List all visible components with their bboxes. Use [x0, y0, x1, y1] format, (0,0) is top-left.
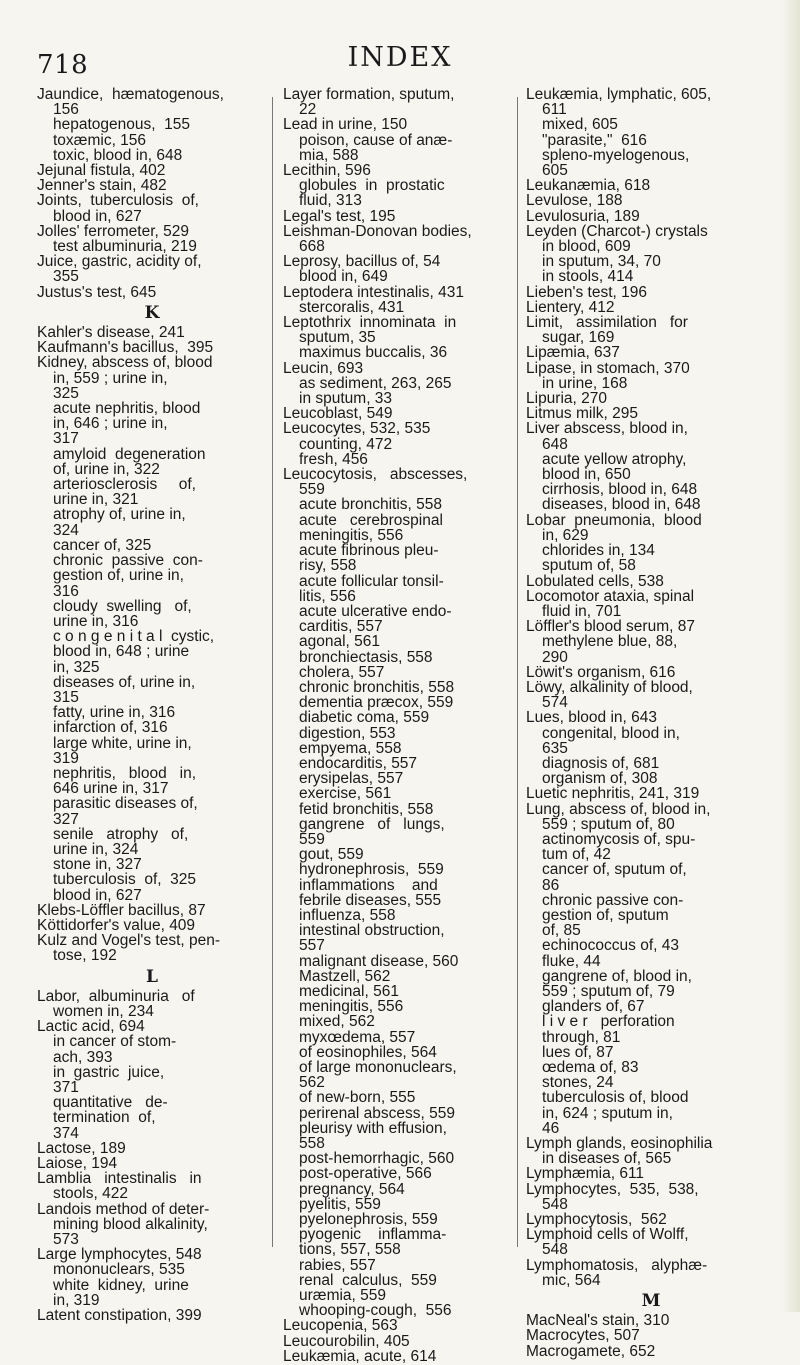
index-entry: Kaufmann's bacillus, 395 — [37, 339, 214, 357]
index-subentry: toxic, blood in, 648 — [53, 146, 183, 164]
index-subentry: nephritis, blood in, — [53, 764, 197, 782]
index-subentry: myxœdema, 557 — [299, 1028, 416, 1046]
index-subentry: in urine, 168 — [542, 374, 628, 392]
index-entry: Laiose, 194 — [37, 1155, 118, 1173]
index-subentry: blood in, 648 ; urine — [53, 643, 190, 661]
index-entry: Leucocytosis, abscesses, — [283, 466, 468, 484]
index-subentry: stercoralis, 431 — [299, 298, 405, 316]
index-subentry: 316 — [53, 582, 79, 600]
index-subentry: blood in, 650 — [542, 466, 631, 484]
index-entry: Landois method of deter- — [37, 1200, 210, 1218]
index-subentry: sugar, 169 — [542, 329, 615, 347]
index-subentry: in cancer of stom- — [53, 1033, 177, 1051]
index-entry: Labor, albuminuria of — [37, 987, 195, 1005]
index-subentry: stones, 24 — [542, 1074, 614, 1092]
index-subentry: in stools, 414 — [542, 268, 634, 286]
index-subentry: in gastric juice, — [53, 1063, 165, 1081]
index-entry: Leyden (Charcot-) crystals — [526, 222, 708, 240]
index-entry: Layer formation, sputum, — [283, 86, 455, 103]
index-subentry: agonal, 561 — [299, 633, 381, 651]
index-subentry: gestion of, sputum — [542, 906, 669, 924]
index-entry: Luetic nephritis, 241, 319 — [526, 785, 700, 803]
column-divider — [272, 97, 273, 1247]
index-subentry: 648 — [542, 435, 568, 453]
index-subentry: congenital, blood in, — [542, 724, 680, 742]
index-subentry: spleno-myelogenous, — [542, 146, 690, 164]
index-subentry: intestinal obstruction, — [299, 922, 445, 940]
index-entry: Löffler's blood serum, 87 — [526, 618, 695, 636]
index-subentry: meningitis, 556 — [299, 998, 404, 1016]
index-subentry: pregnancy, 564 — [299, 1180, 405, 1198]
index-entry: Jejunal fistula, 402 — [37, 162, 166, 180]
index-entry: Lymphæmia, 611 — [526, 1165, 645, 1183]
index-subentry: chronic bronchitis, 558 — [299, 678, 455, 696]
index-subentry: 668 — [299, 238, 325, 256]
index-subentry: perirenal abscess, 559 — [299, 1104, 455, 1122]
index-subentry: globules in prostatic — [299, 177, 445, 195]
index-subentry: gangrene of, blood in, — [542, 967, 692, 985]
index-entry: Leucourobilin, 405 — [283, 1332, 410, 1350]
index-subentry: through, 81 — [542, 1028, 621, 1046]
index-subentry: 156 — [53, 101, 79, 119]
index-subentry: 605 — [542, 162, 568, 180]
index-entry: Large lymphocytes, 548 — [37, 1246, 202, 1264]
index-subentry: acute fibrinous pleu- — [299, 542, 439, 560]
index-subentry: acute yellow atrophy, — [542, 450, 687, 468]
index-subentry: tions, 557, 558 — [299, 1241, 401, 1259]
index-subentry: acute bronchitis, 558 — [299, 496, 443, 514]
index-subentry: 86 — [542, 876, 560, 894]
index-subentry: methylene blue, 88, — [542, 633, 678, 651]
index-subentry: tum of, 42 — [542, 846, 611, 864]
index-subentry: cholera, 557 — [299, 663, 385, 681]
index-subentry: in, 319 — [53, 1291, 100, 1309]
index-subentry: fluke, 44 — [542, 952, 601, 970]
index-subentry: atrophy of, urine in, — [53, 506, 186, 524]
index-subentry: urine in, 321 — [53, 491, 139, 509]
index-subentry: exercise, 561 — [299, 785, 392, 803]
index-subentry: 315 — [53, 688, 79, 706]
index-entry: Limit, assimilation for — [526, 314, 688, 332]
index-subentry: dementia præcox, 559 — [299, 694, 454, 712]
index-entry: Lobar pneumonia, blood — [526, 511, 702, 529]
index-entry: Lues, blood in, 643 — [526, 709, 657, 727]
index-subentry: maximus buccalis, 36 — [299, 344, 448, 362]
index-subentry: acute follicular tonsil- — [299, 572, 444, 590]
index-subentry: 324 — [53, 521, 79, 539]
index-subentry: parasitic diseases of, — [53, 795, 198, 813]
index-subentry: 559 ; sputum of, 80 — [542, 815, 675, 833]
index-entry: Lientery, 412 — [526, 298, 615, 316]
index-subentry: carditis, 557 — [299, 618, 383, 636]
index-subentry: glanders of, 67 — [542, 998, 645, 1016]
index-entry: Justus's test, 645 — [37, 283, 157, 301]
index-subentry: in sputum, 34, 70 — [542, 253, 661, 271]
index-entry: Lung, abscess of, blood in, — [526, 800, 711, 818]
index-entry: Lipuria, 270 — [526, 390, 608, 408]
index-entry: Litmus milk, 295 — [526, 405, 638, 423]
index-subentry: 557 — [299, 937, 325, 955]
index-subentry: fetid bronchitis, 558 — [299, 800, 434, 818]
index-entry: Köttidorfer's value, 409 — [37, 916, 196, 934]
index-subentry: digestion, 553 — [299, 724, 396, 742]
index-subentry: "parasite," 616 — [542, 131, 647, 149]
index-subentry: cancer of, sputum of, — [542, 861, 687, 879]
section-letter: K — [144, 302, 160, 323]
index-subentry: mixed, 605 — [542, 116, 618, 134]
column-divider — [517, 97, 518, 1247]
index-subentry: renal calculus, 559 — [299, 1271, 437, 1289]
index-entry: Lymphoid cells of Wolff, — [526, 1226, 689, 1244]
index-entry: Leucin, 693 — [283, 359, 364, 377]
index-subentry: poison, cause of anæ- — [299, 131, 453, 149]
index-subentry: mixed, 562 — [299, 1013, 375, 1031]
index-column-1 — [37, 87, 267, 1323]
index-subentry: hepatogenous, 155 — [53, 116, 191, 134]
index-subentry: tose, 192 — [53, 947, 117, 965]
index-subentry: women in, 234 — [53, 1002, 154, 1020]
index-subentry: chronic passive con- — [53, 552, 203, 570]
index-subentry: sputum, 35 — [299, 329, 376, 347]
index-subentry: 355 — [53, 268, 79, 286]
index-subentry: of, 85 — [542, 922, 581, 940]
index-subentry: large white, urine in, — [53, 734, 192, 752]
index-entry: Latent constipation, 399 — [37, 1307, 202, 1325]
index-entry: Levulosuria, 189 — [526, 207, 640, 225]
index-subentry: 46 — [542, 1119, 560, 1137]
index-subentry: 559 — [299, 830, 325, 848]
index-entry: Macrogamete, 652 — [526, 1342, 656, 1360]
index-subentry: 317 — [53, 430, 79, 448]
index-subentry: 319 — [53, 749, 79, 767]
index-entry: Löwy, alkalinity of blood, — [526, 678, 693, 696]
index-entry: Leptodera intestinalis, 431 — [283, 283, 464, 301]
index-subentry: 548 — [542, 1241, 568, 1259]
index-subentry: c o n g e n i t a l cystic, — [53, 628, 215, 646]
index-subentry: in sputum, 33 — [299, 390, 393, 408]
index-entry: Lead in urine, 150 — [283, 116, 408, 134]
index-subentry: Mastzell, 562 — [299, 967, 391, 985]
index-entry: Lymph glands, eosinophilia — [526, 1135, 713, 1153]
index-entry: Leishman-Donovan bodies, — [283, 222, 472, 240]
index-subentry: termination of, — [53, 1109, 156, 1127]
index-subentry: fresh, 456 — [299, 450, 368, 468]
index-subentry: diagnosis of, 681 — [542, 754, 660, 772]
index-entry: MacNeal's stain, 310 — [526, 1312, 670, 1330]
index-subentry: organism of, 308 — [542, 770, 658, 788]
index-subentry: 548 — [542, 1195, 568, 1213]
index-subentry: acute nephritis, blood — [53, 400, 201, 418]
index-subentry: urine in, 324 — [53, 840, 139, 858]
index-subentry: 22 — [299, 101, 317, 119]
index-subentry: l i v e r perforation — [542, 1013, 675, 1031]
index-subentry: cloudy swelling of, — [53, 597, 192, 615]
index-subentry: in, 629 — [542, 526, 589, 544]
index-subentry: blood in, 627 — [53, 207, 142, 225]
index-entry: Lamblia intestinalis in — [37, 1170, 202, 1188]
index-subentry: fluid in, 701 — [542, 602, 622, 620]
index-subentry: 562 — [299, 1074, 325, 1092]
index-entry: Lecithin, 596 — [283, 162, 371, 180]
index-subentry: uræmia, 559 — [299, 1287, 387, 1305]
index-subentry: mononuclears, 535 — [53, 1261, 185, 1279]
index-subentry: inflammations and — [299, 876, 438, 894]
index-entry: Leucocytes, 532, 535 — [283, 420, 431, 438]
index-entry: Lymphocytes, 535, 538, — [526, 1180, 699, 1198]
index-subentry: rabies, 557 — [299, 1256, 376, 1274]
index-entry: Leprosy, bacillus of, 54 — [283, 253, 441, 271]
index-entry: Lipase, in stomach, 370 — [526, 359, 690, 377]
page-title: INDEX — [347, 42, 453, 73]
index-subentry: echinococcus of, 43 — [542, 937, 680, 955]
index-entry: Lymphocytosis, 562 — [526, 1211, 667, 1229]
index-subentry: infarction of, 316 — [53, 719, 168, 737]
page-edge-shadow — [782, 0, 800, 1312]
index-entry: Kahler's disease, 241 — [37, 324, 185, 342]
index-column-3 — [526, 87, 776, 1359]
index-subentry: of eosinophiles, 564 — [299, 1043, 437, 1061]
index-subentry: 611 — [542, 101, 567, 119]
index-entry: Levulose, 188 — [526, 192, 623, 210]
index-subentry: 559 — [299, 481, 325, 499]
index-entry: Leukæmia, acute, 614 — [283, 1347, 437, 1365]
index-subentry: amyloid degeneration — [53, 445, 206, 463]
index-subentry: gestion of, urine in, — [53, 567, 184, 585]
index-entry: Lieben's test, 196 — [526, 283, 648, 301]
index-entry: Leucoblast, 549 — [283, 405, 393, 423]
index-subentry: stone in, 327 — [53, 856, 142, 874]
index-subentry: urine in, 316 — [53, 612, 139, 630]
index-subentry: 325 — [53, 384, 79, 402]
index-entry: Jenner's stain, 482 — [37, 177, 167, 195]
index-entry: Leukæmia, lymphatic, 605, — [526, 86, 712, 103]
index-subentry: tuberculosis of, blood — [542, 1089, 689, 1107]
index-subentry: œdema of, 83 — [542, 1059, 639, 1076]
index-subentry: diseases of, urine in, — [53, 673, 196, 691]
index-entry: Lymphomatosis, alyphæ- — [526, 1256, 708, 1274]
index-subentry: pyelonephrosis, 559 — [299, 1211, 438, 1229]
index-entry: Leucopenia, 563 — [283, 1317, 398, 1335]
index-subentry: pyogenic inflamma- — [299, 1226, 447, 1244]
index-entry: Kulz and Vogel's test, pen- — [37, 932, 221, 950]
index-entry: Legal's test, 195 — [283, 207, 396, 225]
index-subentry: empyema, 558 — [299, 739, 402, 757]
index-subentry: pyelitis, 559 — [299, 1195, 381, 1213]
index-subentry: in blood, 609 — [542, 238, 631, 256]
index-subentry: toxæmic, 156 — [53, 131, 147, 149]
index-subentry: actinomycosis of, spu- — [542, 830, 696, 848]
index-subentry: of large mononuclears, — [299, 1059, 457, 1076]
index-subentry: risy, 558 — [299, 557, 357, 575]
index-entry: Lactose, 189 — [37, 1139, 126, 1157]
index-entry: Liver abscess, blood in, — [526, 420, 688, 438]
index-entry: Löwit's organism, 616 — [526, 663, 676, 681]
index-entry: Lobulated cells, 538 — [526, 572, 664, 590]
index-subentry: 327 — [53, 810, 79, 828]
index-subentry: in diseases of, 565 — [542, 1150, 672, 1168]
index-subentry: senile atrophy of, — [53, 825, 189, 843]
index-subentry: in, 325 — [53, 658, 100, 676]
index-subentry: ach, 393 — [53, 1048, 113, 1066]
index-subentry: 290 — [542, 648, 568, 666]
index-entry: Kidney, abscess of, blood — [37, 354, 213, 372]
index-subentry: in, 559 ; urine in, — [53, 369, 168, 387]
index-entry: Locomotor ataxia, spinal — [526, 587, 695, 605]
index-subentry: of new-born, 555 — [299, 1089, 416, 1107]
index-entry: Macrocytes, 507 — [526, 1327, 640, 1345]
section-letter: M — [641, 1291, 661, 1312]
index-subentry: 646 urine in, 317 — [53, 780, 169, 798]
index-subentry: chronic passive con- — [542, 891, 684, 909]
index-column-2 — [283, 87, 513, 1364]
index-entry: Lactic acid, 694 — [37, 1018, 145, 1036]
index-subentry: sputum of, 58 — [542, 557, 636, 575]
index-entry: Lipæmia, 637 — [526, 344, 620, 362]
index-subentry: quantitative de- — [53, 1094, 168, 1112]
index-subentry: medicinal, 561 — [299, 982, 399, 1000]
section-letter: L — [146, 966, 158, 987]
index-subentry: as sediment, 263, 265 — [299, 374, 452, 392]
index-subentry: cirrhosis, blood in, 648 — [542, 481, 698, 499]
index-subentry: bronchiectasis, 558 — [299, 648, 433, 666]
index-subentry: mia, 588 — [299, 146, 359, 164]
index-entry: Leptothrix innominata in — [283, 314, 457, 332]
index-subentry: white kidney, urine — [53, 1276, 189, 1294]
index-subentry: pleurisy with effusion, — [299, 1119, 447, 1137]
index-subentry: 635 — [542, 739, 568, 757]
index-subentry: gangrene of lungs, — [299, 815, 445, 833]
index-subentry: post-operative, 566 — [299, 1165, 432, 1183]
index-subentry: of, urine in, 322 — [53, 460, 160, 478]
index-subentry: fluid, 313 — [299, 192, 362, 210]
index-subentry: diseases, blood in, 648 — [542, 496, 701, 514]
index-subentry: acute cerebrospinal — [299, 511, 443, 529]
index-subentry: acute ulcerative endo- — [299, 602, 452, 620]
index-entry: Juice, gastric, acidity of, — [37, 253, 202, 271]
page-header — [0, 42, 800, 82]
index-subentry: arteriosclerosis of, — [53, 476, 196, 494]
index-subentry: 374 — [53, 1124, 79, 1142]
index-subentry: erysipelas, 557 — [299, 770, 404, 788]
index-entry: Jolles' ferrometer, 529 — [37, 222, 190, 240]
index-subentry: blood in, 627 — [53, 886, 142, 904]
index-subentry: diabetic coma, 559 — [299, 709, 430, 727]
index-subentry: stools, 422 — [53, 1185, 128, 1203]
index-subentry: in, 646 ; urine in, — [53, 415, 168, 433]
index-subentry: malignant disease, 560 — [299, 952, 459, 970]
index-subentry: hydronephrosis, 559 — [299, 861, 444, 879]
index-subentry: litis, 556 — [299, 587, 356, 605]
index-subentry: mic, 564 — [542, 1271, 601, 1289]
index-entry: Joints, tuberculosis of, — [37, 192, 199, 210]
index-subentry: whooping-cough, 556 — [299, 1302, 452, 1320]
index-subentry: tuberculosis of, 325 — [53, 871, 197, 889]
index-subentry: 574 — [542, 694, 568, 712]
page-number: 718 — [37, 50, 89, 80]
index-subentry: test albuminuria, 219 — [53, 238, 197, 256]
index-entry: Klebs-Löffler bacillus, 87 — [37, 901, 206, 919]
index-subentry: mining blood alkalinity, — [53, 1215, 208, 1233]
index-subentry: gout, 559 — [299, 846, 364, 864]
index-subentry: cancer of, 325 — [53, 536, 152, 554]
index-subentry: blood in, 649 — [299, 268, 388, 286]
index-subentry: chlorides in, 134 — [542, 542, 655, 560]
index-subentry: in, 624 ; sputum in, — [542, 1104, 673, 1122]
index-subentry: lues of, 87 — [542, 1043, 614, 1061]
index-subentry: influenza, 558 — [299, 906, 396, 924]
index-subentry: 558 — [299, 1135, 325, 1153]
index-subentry: meningitis, 556 — [299, 526, 404, 544]
index-subentry: post-hemorrhagic, 560 — [299, 1150, 455, 1168]
index-subentry: endocarditis, 557 — [299, 754, 418, 772]
index-subentry: 573 — [53, 1231, 79, 1249]
index-subentry: febrile diseases, 555 — [299, 891, 442, 909]
index-subentry: counting, 472 — [299, 435, 393, 453]
index-subentry: fatty, urine in, 316 — [53, 704, 176, 722]
index-subentry: 559 ; sputum of, 79 — [542, 982, 675, 1000]
index-entry: Leukanæmia, 618 — [526, 177, 651, 195]
index-entry: Jaundice, hæmatogenous, — [37, 86, 224, 103]
index-subentry: 371 — [53, 1079, 79, 1096]
